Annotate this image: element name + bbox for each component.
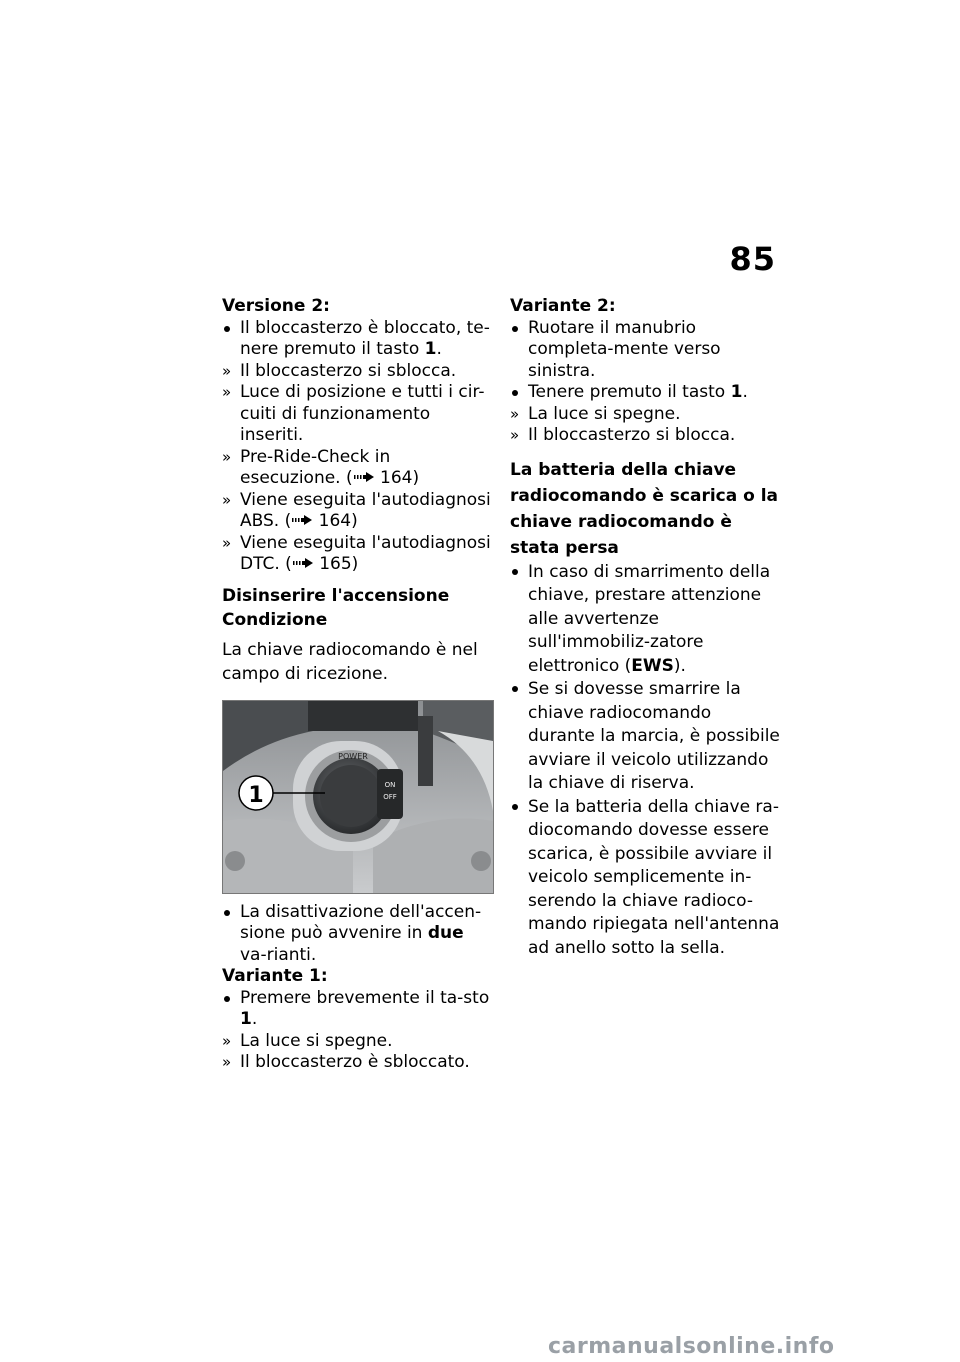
page-ref-arrow-icon	[353, 471, 375, 483]
result-mark	[222, 1031, 238, 1053]
bullet-mark	[510, 561, 526, 575]
result-mark	[222, 447, 238, 469]
page-ref-arrow-icon	[291, 514, 313, 526]
result-item	[222, 1052, 494, 1074]
result-item	[222, 447, 494, 490]
bullet-mark	[222, 318, 238, 332]
condizione-heading: Condizione	[222, 609, 328, 630]
result-mark	[222, 1052, 238, 1074]
ignition-switch-illustration	[223, 701, 493, 893]
item-text: Se si dovesse smarrire la chiave radiocomando durante la marcia, è possibile avviare il veicolo utilizzando la chiave di riserva.	[528, 679, 780, 793]
item-text: Il bloccasterzo è sbloccato.	[240, 1052, 470, 1072]
item-text: In caso di smarrimento della chiave, prestare attenzione alle avvertenze sull'immobiliz-zatore elettronico (	[528, 561, 771, 676]
bullet-mark	[222, 988, 238, 1002]
item-text: Tenere premuto il tasto	[528, 382, 731, 402]
item-after: ).	[673, 655, 686, 676]
bullet-item	[510, 382, 782, 404]
page-reference[interactable]: ( 164)	[340, 468, 420, 488]
versione-2-list	[222, 318, 494, 576]
result-item	[510, 404, 782, 426]
item-key: 1	[240, 1009, 252, 1029]
bullet-item	[510, 561, 782, 679]
right-column	[510, 296, 782, 960]
bullet-item	[222, 988, 494, 1031]
switch-label-power: POWER	[338, 751, 368, 761]
result-mark	[510, 404, 526, 426]
result-item	[510, 425, 782, 447]
item-text: La luce si spegne.	[528, 403, 681, 424]
switch-label-on: ON	[384, 780, 396, 789]
item-key: 1	[730, 382, 743, 402]
item-text: Il bloccasterzo è bloccato, te-nere premuto il tasto	[240, 317, 490, 359]
page-ref-number: 165	[319, 554, 352, 574]
bullet-mark	[510, 678, 526, 692]
variante-2-heading: Variante 2:	[510, 296, 616, 316]
item-text: La luce si spegne.	[240, 1030, 393, 1051]
callout-number: 1	[248, 782, 264, 808]
page-reference[interactable]: ( 165)	[279, 554, 359, 574]
versione-2-heading: Versione 2:	[222, 296, 330, 316]
result-item	[222, 490, 494, 533]
bullet-mark	[510, 796, 526, 810]
item-text: Il bloccasterzo si blocca.	[528, 425, 736, 445]
variante-1-list	[222, 988, 494, 1074]
batteria-heading: La batteria della chiave radiocomando è scarica o la chiave radiocomando è stata persa	[510, 459, 779, 558]
bullet-item	[222, 318, 494, 361]
ignition-switch-photo	[222, 700, 494, 894]
page-ref-number: 164	[380, 468, 413, 488]
batteria-list	[510, 561, 782, 961]
left-column	[222, 296, 494, 1074]
item-text: Ruotare il manubrio completa-mente verso sinistra.	[528, 317, 721, 381]
item-text: Premere brevemente il ta-sto	[240, 987, 490, 1008]
bullet-item	[510, 318, 782, 383]
item-text: Luce di posizione e tutti i cir-cuiti di funzionamento inseriti.	[240, 382, 485, 445]
bullet-item	[510, 796, 782, 961]
result-mark	[222, 533, 238, 555]
page-number: 85	[729, 240, 776, 278]
result-mark	[222, 361, 238, 383]
bullet-mark	[510, 318, 526, 332]
switch-label-off: OFF	[383, 792, 397, 801]
result-item	[222, 1031, 494, 1053]
disattivazione-item: La disattivazione dell'accen-sione può avvenire in due va-rianti.	[222, 902, 494, 967]
bullet-item	[510, 678, 782, 796]
item-text: Viene eseguita l'autodiagnosi DTC.	[240, 532, 491, 574]
disinserire-heading: Disinserire l'accensione	[222, 585, 450, 606]
item-key: 1	[424, 339, 437, 359]
watermark: carmanualsonline.info	[548, 1334, 835, 1359]
item-key: EWS	[631, 655, 674, 676]
bullet-mark	[222, 902, 238, 916]
item-text: Il bloccasterzo si sblocca.	[240, 360, 457, 381]
result-item	[222, 382, 494, 447]
item-after: .	[742, 382, 748, 402]
bullet-mark	[510, 382, 526, 396]
result-mark	[222, 382, 238, 404]
item-text: Viene eseguita l'autodiagnosi ABS.	[240, 489, 491, 531]
item-text: Pre-Ride-Check in esecuzione.	[240, 446, 391, 488]
result-item	[222, 533, 494, 576]
item-text: Se la batteria della chiave ra-diocomando dovesse essere scarica, è possibile avviare il veicolo semplicemente in-serendo la chiave radioco-mando ripiegata nell'antenna ad anello sotto la sella.	[528, 796, 780, 958]
page-reference[interactable]: ( 164)	[279, 511, 358, 531]
page-ref-number: 164	[318, 511, 352, 531]
result-mark	[222, 490, 238, 512]
item-after: .	[436, 339, 442, 359]
item-after: .	[251, 1009, 258, 1029]
result-mark	[510, 425, 526, 447]
variante-1-heading: Variante 1:	[222, 966, 328, 986]
result-item	[222, 361, 494, 383]
condizione-text: La chiave radiocomando è nel campo di ricezione.	[222, 639, 478, 684]
variante-2-list	[510, 318, 782, 447]
page-ref-arrow-icon	[292, 557, 314, 569]
